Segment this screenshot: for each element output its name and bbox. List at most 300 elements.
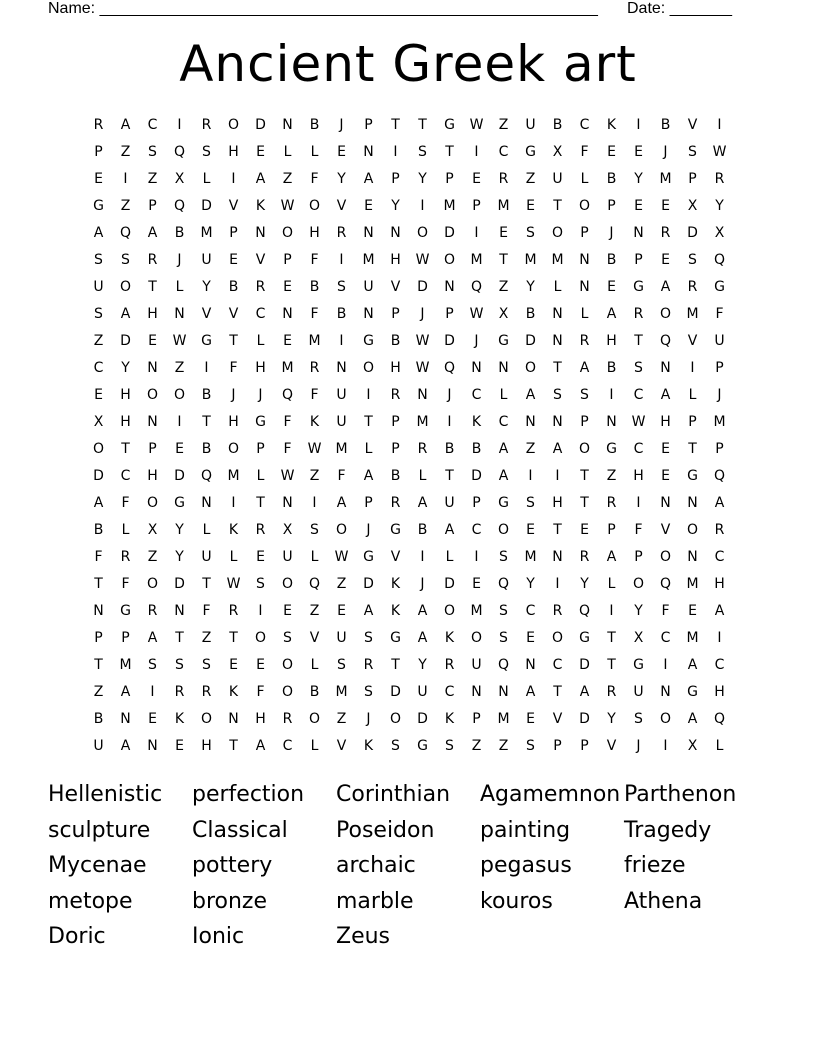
grid-cell[interactable]: S <box>175 656 184 673</box>
grid-cell[interactable]: Z <box>120 197 131 214</box>
grid-cell[interactable]: O <box>632 575 645 592</box>
grid-cell[interactable]: Y <box>580 575 589 592</box>
grid-cell[interactable]: B <box>309 116 320 133</box>
grid-cell[interactable]: R <box>309 359 320 376</box>
grid-cell[interactable]: H <box>714 575 725 592</box>
grid-cell[interactable]: G <box>93 197 104 214</box>
grid-cell[interactable]: H <box>228 143 239 160</box>
grid-cell[interactable]: N <box>687 494 698 511</box>
grid-cell[interactable]: B <box>93 521 104 538</box>
grid-cell[interactable]: U <box>363 278 374 295</box>
grid-cell[interactable]: P <box>445 305 454 322</box>
grid-cell[interactable]: F <box>283 440 292 457</box>
grid-cell[interactable]: L <box>256 332 265 349</box>
grid-cell[interactable]: H <box>120 413 131 430</box>
grid-cell[interactable]: H <box>147 305 158 322</box>
grid-cell[interactable]: S <box>688 251 697 268</box>
grid-cell[interactable]: C <box>660 629 671 646</box>
grid-cell[interactable]: O <box>308 710 321 727</box>
grid-cell[interactable]: B <box>174 224 185 241</box>
grid-cell[interactable]: H <box>255 710 266 727</box>
grid-cell[interactable]: N <box>660 359 671 376</box>
grid-cell[interactable]: I <box>339 251 344 268</box>
grid-cell[interactable]: D <box>120 332 131 349</box>
grid-cell[interactable]: X <box>282 521 293 538</box>
grid-cell[interactable]: E <box>94 170 103 187</box>
grid-cell[interactable]: A <box>363 170 374 187</box>
grid-cell[interactable]: I <box>150 683 155 700</box>
grid-cell[interactable]: A <box>660 278 671 295</box>
grid-cell[interactable]: A <box>120 737 131 754</box>
grid-cell[interactable]: N <box>552 305 563 322</box>
grid-cell[interactable]: S <box>148 143 157 160</box>
grid-cell[interactable]: E <box>229 251 238 268</box>
grid-cell[interactable]: R <box>147 251 158 268</box>
grid-cell[interactable]: Y <box>337 170 346 187</box>
grid-cell[interactable]: N <box>147 413 158 430</box>
grid-cell[interactable]: C <box>579 116 590 133</box>
grid-cell[interactable]: G <box>687 683 698 700</box>
grid-cell[interactable]: B <box>606 251 617 268</box>
grid-cell[interactable]: I <box>177 413 182 430</box>
grid-cell[interactable]: T <box>256 494 265 511</box>
grid-cell[interactable]: C <box>471 521 482 538</box>
grid-cell[interactable]: R <box>255 521 266 538</box>
grid-cell[interactable]: K <box>390 575 401 592</box>
grid-cell[interactable]: G <box>363 548 374 565</box>
grid-cell[interactable]: O <box>659 710 672 727</box>
grid-cell[interactable]: P <box>472 494 481 511</box>
grid-cell[interactable]: E <box>256 143 265 160</box>
grid-cell[interactable]: Z <box>471 737 482 754</box>
grid-cell[interactable]: T <box>229 737 238 754</box>
grid-cell[interactable]: O <box>281 224 294 241</box>
grid-cell[interactable]: N <box>174 602 185 619</box>
grid-cell[interactable]: A <box>687 656 698 673</box>
grid-cell[interactable]: E <box>283 278 292 295</box>
grid-cell[interactable]: G <box>498 494 509 511</box>
grid-cell[interactable]: V <box>228 305 239 322</box>
grid-cell[interactable]: A <box>120 116 131 133</box>
grid-cell[interactable]: V <box>201 305 212 322</box>
grid-cell[interactable]: Y <box>391 197 400 214</box>
grid-cell[interactable]: S <box>202 143 211 160</box>
grid-cell[interactable]: R <box>660 224 671 241</box>
grid-cell[interactable]: S <box>634 710 643 727</box>
grid-cell[interactable]: Y <box>634 170 643 187</box>
grid-cell[interactable]: F <box>337 467 346 484</box>
grid-cell[interactable]: T <box>688 440 697 457</box>
grid-cell[interactable]: V <box>336 197 347 214</box>
grid-cell[interactable]: J <box>366 521 371 538</box>
grid-cell[interactable]: G <box>579 629 590 646</box>
grid-cell[interactable]: R <box>687 278 698 295</box>
grid-cell[interactable]: O <box>146 494 159 511</box>
grid-cell[interactable]: Z <box>606 467 617 484</box>
grid-cell[interactable]: A <box>120 305 131 322</box>
grid-cell[interactable]: T <box>445 467 454 484</box>
grid-cell[interactable]: I <box>339 332 344 349</box>
grid-cell[interactable]: S <box>499 602 508 619</box>
grid-cell[interactable]: R <box>579 332 590 349</box>
grid-cell[interactable]: F <box>121 494 130 511</box>
grid-cell[interactable]: L <box>418 467 427 484</box>
grid-cell[interactable]: W <box>415 251 430 268</box>
grid-cell[interactable]: W <box>280 467 295 484</box>
grid-cell[interactable]: P <box>688 170 697 187</box>
grid-cell[interactable]: C <box>444 683 455 700</box>
grid-cell[interactable]: Q <box>497 575 510 592</box>
grid-cell[interactable]: I <box>528 467 533 484</box>
grid-cell[interactable]: A <box>525 683 536 700</box>
grid-cell[interactable]: R <box>201 683 212 700</box>
grid-cell[interactable]: U <box>633 683 644 700</box>
grid-cell[interactable]: C <box>525 602 536 619</box>
grid-cell[interactable]: V <box>255 251 266 268</box>
grid-cell[interactable]: O <box>389 710 402 727</box>
grid-cell[interactable]: Z <box>174 359 185 376</box>
grid-cell[interactable]: V <box>687 116 698 133</box>
grid-cell[interactable]: V <box>309 629 320 646</box>
grid-cell[interactable]: Y <box>175 521 184 538</box>
grid-cell[interactable]: H <box>552 494 563 511</box>
grid-cell[interactable]: B <box>390 467 401 484</box>
grid-cell[interactable]: J <box>177 251 182 268</box>
grid-cell[interactable]: A <box>147 629 158 646</box>
grid-cell[interactable]: D <box>201 197 212 214</box>
grid-cell[interactable]: M <box>443 197 456 214</box>
grid-cell[interactable]: Z <box>201 629 212 646</box>
grid-cell[interactable]: M <box>659 170 672 187</box>
grid-cell[interactable]: R <box>714 521 725 538</box>
grid-cell[interactable]: H <box>309 224 320 241</box>
grid-cell[interactable]: Q <box>443 359 456 376</box>
grid-cell[interactable]: M <box>416 413 429 430</box>
grid-cell[interactable]: N <box>579 278 590 295</box>
grid-cell[interactable]: A <box>498 440 509 457</box>
grid-cell[interactable]: S <box>202 656 211 673</box>
grid-cell[interactable]: Z <box>120 143 131 160</box>
grid-cell[interactable]: B <box>471 440 482 457</box>
grid-cell[interactable]: A <box>579 683 590 700</box>
grid-cell[interactable]: Q <box>659 575 672 592</box>
grid-cell[interactable]: C <box>633 440 644 457</box>
grid-cell[interactable]: Z <box>93 683 104 700</box>
grid-cell[interactable]: Z <box>498 737 509 754</box>
grid-cell[interactable]: Y <box>202 278 211 295</box>
grid-cell[interactable]: N <box>579 251 590 268</box>
grid-cell[interactable]: A <box>120 683 131 700</box>
name-field[interactable]: Name: ________________________________________________________ <box>48 0 598 17</box>
grid-cell[interactable]: L <box>364 440 373 457</box>
grid-cell[interactable]: Y <box>715 197 724 214</box>
grid-cell[interactable]: T <box>553 683 562 700</box>
grid-cell[interactable]: P <box>121 629 130 646</box>
grid-cell[interactable]: N <box>120 710 131 727</box>
grid-cell[interactable]: E <box>526 197 535 214</box>
grid-cell[interactable]: T <box>364 413 373 430</box>
grid-cell[interactable]: U <box>201 548 212 565</box>
grid-cell[interactable]: S <box>148 656 157 673</box>
grid-cell[interactable]: P <box>148 197 157 214</box>
grid-cell[interactable]: Z <box>336 710 347 727</box>
grid-cell[interactable]: E <box>337 143 346 160</box>
grid-cell[interactable]: R <box>255 278 266 295</box>
grid-cell[interactable]: E <box>661 440 670 457</box>
grid-cell[interactable]: S <box>94 251 103 268</box>
grid-cell[interactable]: L <box>256 467 265 484</box>
grid-cell[interactable]: A <box>444 521 455 538</box>
grid-cell[interactable]: V <box>390 278 401 295</box>
grid-cell[interactable]: O <box>146 575 159 592</box>
grid-cell[interactable]: B <box>444 440 455 457</box>
grid-cell[interactable]: Z <box>93 332 104 349</box>
grid-cell[interactable]: L <box>202 170 211 187</box>
grid-cell[interactable]: U <box>444 494 455 511</box>
grid-cell[interactable]: A <box>255 170 266 187</box>
grid-cell[interactable]: R <box>174 683 185 700</box>
grid-cell[interactable]: T <box>445 143 454 160</box>
grid-cell[interactable]: K <box>174 710 185 727</box>
grid-cell[interactable]: I <box>474 224 479 241</box>
grid-cell[interactable]: B <box>93 710 104 727</box>
grid-cell[interactable]: Y <box>607 710 616 727</box>
grid-cell[interactable]: A <box>363 467 374 484</box>
grid-cell[interactable]: C <box>255 305 266 322</box>
grid-cell[interactable]: T <box>148 278 157 295</box>
grid-cell[interactable]: S <box>364 683 373 700</box>
grid-cell[interactable]: N <box>417 386 428 403</box>
grid-cell[interactable]: M <box>200 224 213 241</box>
grid-cell[interactable]: M <box>686 305 699 322</box>
grid-cell[interactable]: P <box>580 737 589 754</box>
grid-cell[interactable]: B <box>201 440 212 457</box>
grid-cell[interactable]: Z <box>309 602 320 619</box>
grid-cell[interactable]: W <box>469 116 484 133</box>
grid-cell[interactable]: S <box>94 305 103 322</box>
grid-cell[interactable]: H <box>390 251 401 268</box>
grid-cell[interactable]: T <box>580 494 589 511</box>
grid-cell[interactable]: M <box>335 440 348 457</box>
grid-cell[interactable]: F <box>580 143 589 160</box>
grid-cell[interactable]: N <box>498 359 509 376</box>
grid-cell[interactable]: I <box>555 575 560 592</box>
grid-cell[interactable]: E <box>364 197 373 214</box>
grid-cell[interactable]: Q <box>281 386 294 403</box>
grid-cell[interactable]: G <box>687 467 698 484</box>
grid-cell[interactable]: R <box>606 494 617 511</box>
grid-cell[interactable]: D <box>174 575 185 592</box>
grid-cell[interactable]: E <box>472 170 481 187</box>
grid-cell[interactable]: C <box>282 737 293 754</box>
grid-cell[interactable]: K <box>471 413 482 430</box>
grid-cell[interactable]: P <box>256 440 265 457</box>
grid-cell[interactable]: I <box>258 602 263 619</box>
grid-cell[interactable]: C <box>714 548 725 565</box>
grid-cell[interactable]: J <box>609 224 614 241</box>
grid-cell[interactable]: E <box>256 656 265 673</box>
grid-cell[interactable]: C <box>714 656 725 673</box>
grid-cell[interactable]: N <box>525 413 536 430</box>
grid-cell[interactable]: W <box>712 143 727 160</box>
grid-cell[interactable]: G <box>498 332 509 349</box>
grid-cell[interactable]: G <box>714 278 725 295</box>
grid-cell[interactable]: E <box>526 521 535 538</box>
grid-cell[interactable]: S <box>526 494 535 511</box>
grid-cell[interactable]: N <box>363 224 374 241</box>
grid-cell[interactable]: V <box>606 737 617 754</box>
grid-cell[interactable]: O <box>335 521 348 538</box>
grid-cell[interactable]: P <box>445 170 454 187</box>
grid-cell[interactable]: H <box>255 359 266 376</box>
grid-cell[interactable]: I <box>312 494 317 511</box>
grid-cell[interactable]: S <box>391 737 400 754</box>
grid-cell[interactable]: K <box>363 737 374 754</box>
grid-cell[interactable]: N <box>363 305 374 322</box>
grid-cell[interactable]: I <box>231 170 236 187</box>
grid-cell[interactable]: N <box>471 359 482 376</box>
grid-cell[interactable]: T <box>202 413 211 430</box>
grid-cell[interactable]: R <box>633 305 644 322</box>
grid-cell[interactable]: Y <box>526 278 535 295</box>
grid-cell[interactable]: A <box>417 494 428 511</box>
grid-cell[interactable]: I <box>609 386 614 403</box>
grid-cell[interactable]: Q <box>173 143 186 160</box>
grid-cell[interactable]: L <box>445 548 454 565</box>
grid-cell[interactable]: D <box>255 116 266 133</box>
grid-cell[interactable]: R <box>363 656 374 673</box>
grid-cell[interactable]: O <box>281 656 294 673</box>
grid-cell[interactable]: S <box>553 386 562 403</box>
grid-cell[interactable]: W <box>334 548 349 565</box>
grid-cell[interactable]: X <box>687 737 698 754</box>
grid-cell[interactable]: T <box>418 116 427 133</box>
grid-cell[interactable]: D <box>417 278 428 295</box>
grid-cell[interactable]: U <box>93 278 104 295</box>
grid-cell[interactable]: U <box>336 386 347 403</box>
grid-cell[interactable]: A <box>255 737 266 754</box>
grid-cell[interactable]: S <box>634 359 643 376</box>
grid-cell[interactable]: Z <box>282 170 293 187</box>
grid-cell[interactable]: A <box>363 602 374 619</box>
grid-cell[interactable]: N <box>390 224 401 241</box>
grid-cell[interactable]: D <box>579 656 590 673</box>
grid-cell[interactable]: U <box>525 116 536 133</box>
grid-cell[interactable]: J <box>447 386 452 403</box>
grid-cell[interactable]: W <box>172 332 187 349</box>
grid-cell[interactable]: X <box>174 170 185 187</box>
grid-cell[interactable]: A <box>660 386 671 403</box>
grid-cell[interactable]: W <box>307 440 322 457</box>
grid-cell[interactable]: L <box>175 278 184 295</box>
grid-cell[interactable]: R <box>579 548 590 565</box>
grid-cell[interactable]: X <box>633 629 644 646</box>
grid-cell[interactable]: O <box>362 359 375 376</box>
grid-cell[interactable]: F <box>202 602 211 619</box>
grid-cell[interactable]: H <box>201 737 212 754</box>
grid-cell[interactable]: Z <box>309 467 320 484</box>
grid-cell[interactable]: M <box>308 332 321 349</box>
grid-cell[interactable]: T <box>634 332 643 349</box>
grid-cell[interactable]: T <box>175 629 184 646</box>
grid-cell[interactable]: N <box>525 656 536 673</box>
grid-cell[interactable]: W <box>280 197 295 214</box>
grid-cell[interactable]: O <box>578 440 591 457</box>
grid-cell[interactable]: Y <box>526 575 535 592</box>
grid-cell[interactable]: P <box>715 359 724 376</box>
grid-cell[interactable]: O <box>416 224 429 241</box>
grid-cell[interactable]: E <box>607 278 616 295</box>
grid-cell[interactable]: X <box>687 197 698 214</box>
grid-cell[interactable]: F <box>94 548 103 565</box>
grid-cell[interactable]: I <box>663 737 668 754</box>
grid-cell[interactable]: N <box>282 494 293 511</box>
grid-cell[interactable]: Q <box>470 278 483 295</box>
grid-cell[interactable]: H <box>120 386 131 403</box>
grid-cell[interactable]: P <box>634 548 643 565</box>
grid-cell[interactable]: P <box>148 440 157 457</box>
grid-cell[interactable]: K <box>309 413 320 430</box>
grid-cell[interactable]: F <box>310 251 319 268</box>
grid-cell[interactable]: Z <box>498 116 509 133</box>
grid-cell[interactable]: Y <box>418 170 427 187</box>
grid-cell[interactable]: H <box>147 467 158 484</box>
grid-cell[interactable]: O <box>227 440 240 457</box>
grid-cell[interactable]: I <box>636 494 641 511</box>
grid-cell[interactable]: R <box>390 386 401 403</box>
grid-cell[interactable]: A <box>417 629 428 646</box>
grid-cell[interactable]: E <box>661 197 670 214</box>
grid-cell[interactable]: V <box>390 548 401 565</box>
grid-cell[interactable]: B <box>309 278 320 295</box>
grid-cell[interactable]: B <box>606 170 617 187</box>
grid-cell[interactable]: O <box>227 116 240 133</box>
grid-cell[interactable]: P <box>688 413 697 430</box>
grid-cell[interactable]: O <box>686 521 699 538</box>
grid-cell[interactable]: I <box>555 467 560 484</box>
grid-cell[interactable]: L <box>310 548 319 565</box>
grid-cell[interactable]: U <box>93 737 104 754</box>
grid-cell[interactable]: R <box>201 116 212 133</box>
grid-cell[interactable]: E <box>661 467 670 484</box>
grid-cell[interactable]: I <box>366 386 371 403</box>
grid-cell[interactable]: N <box>444 278 455 295</box>
grid-cell[interactable]: S <box>337 278 346 295</box>
grid-cell[interactable]: U <box>336 629 347 646</box>
grid-cell[interactable]: U <box>336 413 347 430</box>
grid-cell[interactable]: C <box>471 386 482 403</box>
grid-cell[interactable]: D <box>525 332 536 349</box>
grid-cell[interactable]: L <box>310 737 319 754</box>
grid-cell[interactable]: N <box>147 359 158 376</box>
grid-cell[interactable]: T <box>391 656 400 673</box>
grid-cell[interactable]: T <box>229 332 238 349</box>
grid-cell[interactable]: A <box>525 386 536 403</box>
grid-cell[interactable]: Z <box>498 278 509 295</box>
grid-cell[interactable]: E <box>661 251 670 268</box>
grid-cell[interactable]: O <box>443 602 456 619</box>
grid-cell[interactable]: M <box>713 413 726 430</box>
grid-cell[interactable]: D <box>390 683 401 700</box>
grid-cell[interactable]: Q <box>173 197 186 214</box>
grid-cell[interactable]: S <box>310 521 319 538</box>
grid-cell[interactable]: N <box>660 494 671 511</box>
grid-cell[interactable]: J <box>636 737 641 754</box>
grid-cell[interactable]: M <box>497 710 510 727</box>
grid-cell[interactable]: J <box>339 116 344 133</box>
grid-cell[interactable]: F <box>256 683 265 700</box>
grid-cell[interactable]: L <box>580 305 589 322</box>
